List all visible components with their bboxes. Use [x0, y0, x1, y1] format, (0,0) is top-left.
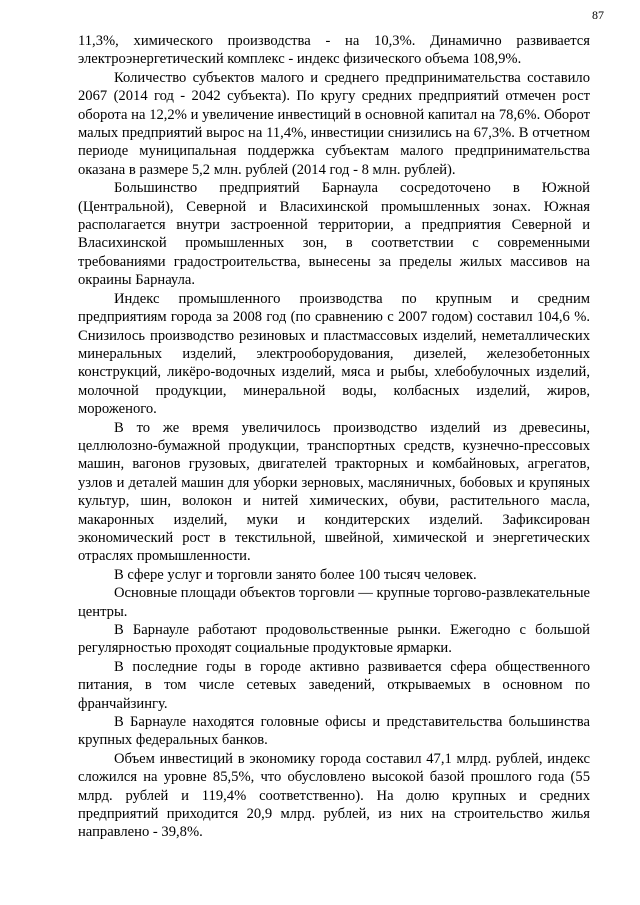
paragraph: В сфере услуг и торговли занято более 100 тысяч человек. — [114, 566, 477, 583]
paragraph: Количество субъектов малого и среднего предпринимательства составило 2067 (2014 год - 2042 субъекта). По кругу средних предприятий отмечен рост оборота на 12,2% и увеличение инвестиций в основной капитал на 78,6%. Оборот малых предприятий вырос на 11,4%, инвестиции снизились на 67,3%. В отчетном периоде муниципальная поддержка субъектам малого предпринимательства оказана в размере 5,2 млн. рублей (2014 год - 8 млн. рублей). — [78, 69, 590, 178]
paragraph: Объем инвестиций в экономику города составил 47,1 млрд. рублей, индекс сложился на уровне 85,5%, что обусловлено высокой базой прошлого года (55 млрд. рублей и 119,4% соответственно). На долю крупных и средних предприятий приходится 20,9 млрд. рублей, из них на строительство жилья направлено - 39,8%. — [78, 750, 590, 841]
body-text — [78, 32, 590, 842]
paragraph: Основные площади объектов торговли — крупные торгово-развлекательные центры. — [78, 585, 590, 620]
paragraph: В то же время увеличилось производство изделий из древесины, целлюлозно-бумажной продукции, транспортных средств, кузнечно-прессовых машин, вагонов грузовых, двигателей тракторных и комбайновых, агрегатов, узлов и деталей машин для уборки зерновых, масляничных, бобовых и крупяных культур, шин, волокон и нитей химических, обуви, растительного масла, макаронных изделий, муки и кондитерских изделий. Зафиксирован экономический рост в текстильной, швейной, химической и энергетических отраслях промышленности. — [78, 419, 590, 565]
paragraph: 11,3%, химического производства - на 10,3%. Динамично развивается электроэнергетический комплекс - индекс физического объема 108,9%. — [78, 33, 590, 68]
paragraph: Индекс промышленного производства по крупным и средним предприятиям города за 2008 год (по сравнению с 2007 годом) составил 104,6 %. Снизилось производство резиновых и пластмассовых изделий, неметаллических минеральных изделий, электрооборудования, дизелей, железобетонных конструкций, ликёро-водочных изделий, мяса и рыбы, хлебобулочных изделий, молочной продукции, минеральной воды, колбасных изделий, жиров, мороженого. — [78, 290, 590, 418]
page-number: 87 — [592, 8, 604, 22]
paragraph: В последние годы в городе активно развивается сфера общественного питания, в том числе сетевых заведений, открываемых в основном по франчайзингу. — [78, 658, 590, 712]
paragraph: Большинство предприятий Барнаула сосредоточено в Южной (Центральной), Северной и Власихинской промышленных зонах. Южная располагается внутри застроенной территории, а предприятия Северной и Власихинской промышленных зон, в соответствии с современными требованиями градостроительства, вынесены за пределы жилых массивов на окраины Барнаула. — [78, 180, 590, 289]
paragraph: В Барнауле работают продовольственные рынки. Ежегодно с большой регулярностью проходят социальные продуктовые ярмарки. — [78, 622, 590, 657]
paragraph: В Барнауле находятся головные офисы и представительства большинства крупных федеральных банков. — [78, 714, 590, 749]
